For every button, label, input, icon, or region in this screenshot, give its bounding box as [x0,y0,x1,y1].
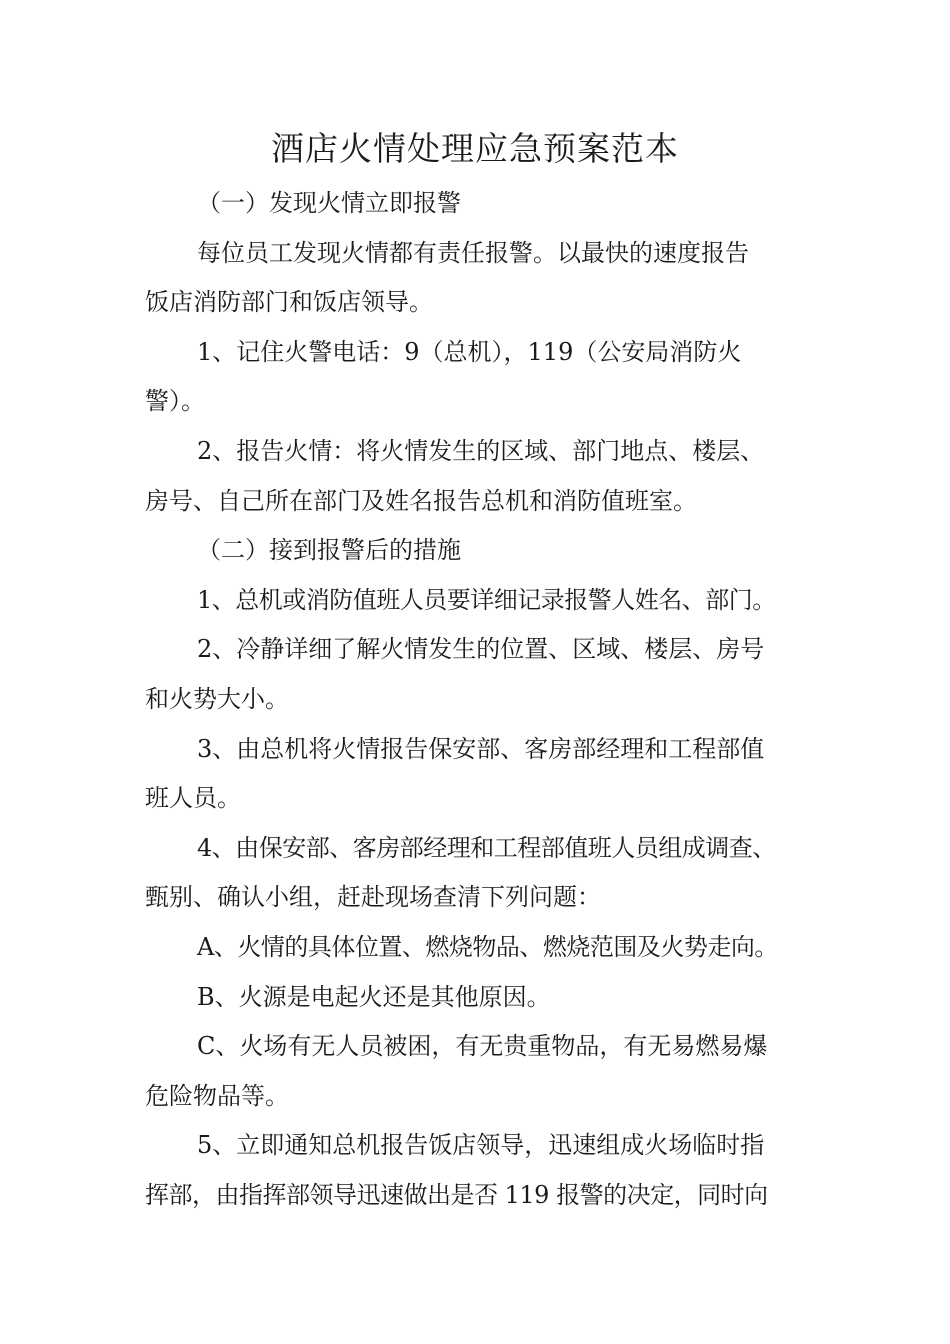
paragraph-line: 1、总机或消防值班人员要详细记录报警人姓名、部门。 [197,585,776,614]
section-heading-2: （二）接到报警后的措施 [197,536,461,565]
paragraph-line: 2、冷静详细了解火情发生的位置、区域、楼层、房号 [197,635,765,664]
document-body [145,179,810,1220]
paragraph-line: 1、记住火警电话：9（总机），119（公安局消防火 [197,337,742,366]
paragraph-line: 房号、自己所在部门及姓名报告总机和消防值班室。 [145,486,697,515]
paragraph-line: C、火场有无人员被困，有无贵重物品，有无易燃易爆 [197,1032,768,1061]
paragraph-line: 饭店消防部门和饭店领导。 [145,288,433,317]
paragraph-line: A、火情的具体位置、燃烧物品、燃烧范围及火势走向。 [197,932,778,961]
paragraph-line: 4、由保安部、客房部经理和工程部值班人员组成调查、 [197,833,776,862]
paragraph-line: 甄别、确认小组，赶赴现场查清下列问题： [145,883,601,912]
paragraph-line: 每位员工发现火情都有责任报警。以最快的速度报告 [197,238,749,267]
paragraph-line: 和火势大小。 [145,684,289,713]
paragraph-line: 班人员。 [145,784,241,813]
section-heading-1: （一）发现火情立即报警 [197,189,461,217]
document-title: 酒店火情处理应急预案范本 [271,129,679,168]
paragraph-line: 3、由总机将火情报告保安部、客房部经理和工程部值 [197,734,765,763]
paragraph-line: 2、报告火情：将火情发生的区域、部门地点、楼层、 [197,436,765,465]
paragraph-line: 警）。 [145,387,205,416]
paragraph-line: B、火源是电起火还是其他原因。 [197,982,551,1011]
paragraph-line: 挥部，由指挥部领导迅速做出是否 119 报警的决定，同时向 [145,1180,768,1209]
paragraph-line: 危险物品等。 [145,1081,289,1110]
paragraph-line: 5、立即通知总机报告饭店领导，迅速组成火场临时指 [197,1131,765,1160]
